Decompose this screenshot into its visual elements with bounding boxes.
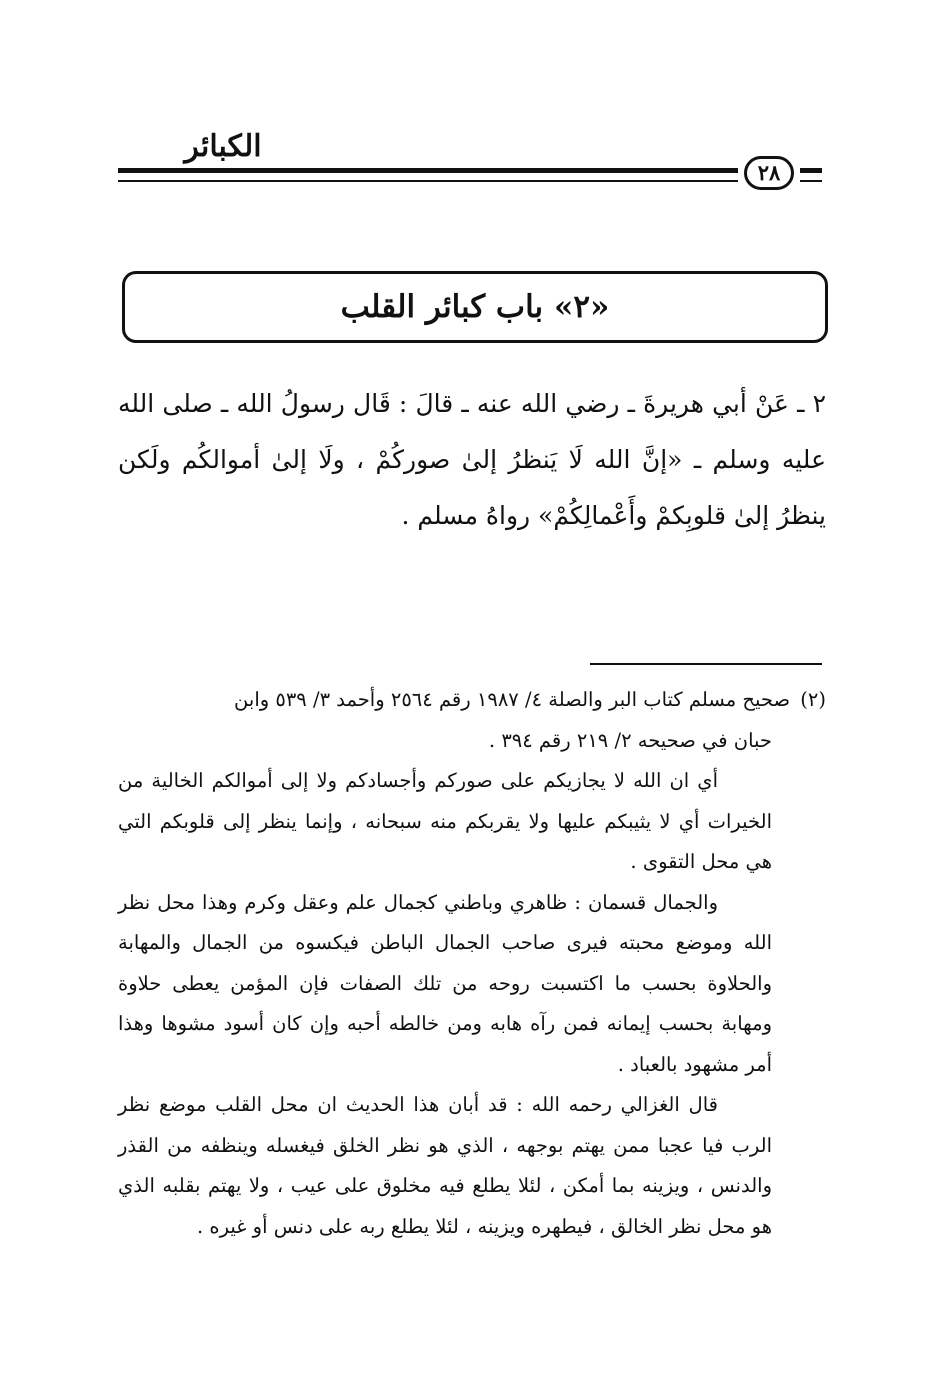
footnote-paragraph-1: أي ان الله لا يجازيكم على صوركم وأجسادكم ولا إلى أموالكم الخالية من الخيرات أي لا يثيبكم عليها ولا يقربكم منه سبحانه ، وإنما ينظر إلى قلوبكم التي هي محل التقوى . [118,769,772,873]
chapter-title: «٢» باب كبائر القلب [340,289,610,325]
header-rule-right [800,168,822,182]
footnote-paragraph-3: قال الغزالي رحمه الله : قد أبان هذا الحديث ان محل القلب موضع نظر الرب فيا عجبا ممن يهتم بوجهه ، الذي هو نظر الخلق فيغسله وينظفه من القذر والدنس ، ويزينه بما أمكن ، لئلا يطلع فيه مخلوق على عيب ، ولا يهتم بقلبه الذي هو محل نظر الخالق ، فيطهره ويزينه ، لئلا يطلع ربه على دنس أو غيره . [118,1093,772,1238]
header-rule [118,168,738,182]
footnote-citation-line1: صحيح مسلم كتاب البر والصلة ٤/ ١٩٨٧ رقم ٢٥٦٤ وأحمد ٣/ ٥٣٩ وابن [234,688,790,711]
running-header-title: الكبائر [184,129,262,164]
footnote-citation-line2: حبان في صحيحه ٢/ ٢١٩ رقم ٣٩٤ . [488,728,772,752]
footnote-separator [590,663,822,665]
hadith-text: ٢ ـ عَنْ أبي هريرةَ ـ رضي الله عنه ـ قالَ : قَال رسولُ الله ـ صلى الله عليه وسلم ـ «إنَّ الله لَا يَنظرُ إلىٰ صوركُمْ ، ولَا إلىٰ أموالكُم ولَكن ينظرُ إلىٰ قلوبِكمْ وأَعْمالِكُمْ» رواهُ مسلم . [118,389,826,530]
page-number: ٢٨ [744,156,794,190]
footnote-citation [118,680,826,721]
footnotes [118,680,826,1247]
chapter-heading-box [122,271,828,343]
footnote-paragraph-2: والجمال قسمان : ظاهري وباطني كجمال علم وعقل وكرم وهذا محل نظر الله وموضع محبته فيرى صاحب الجمال الباطن فيكسوه من الجمال والمهابة والحلاوة بحسب ما اكتسبت روحه من تلك الصفات فإن المؤمن يعطى حلاوة ومهابة بحسب إيمانه فمن رآه هابه ومن خالطه أحبه وإن كان أسود مشوها وهذا أمر مشهود بالعباد . [118,890,772,1076]
footnote-ref: (٢) [800,688,826,711]
